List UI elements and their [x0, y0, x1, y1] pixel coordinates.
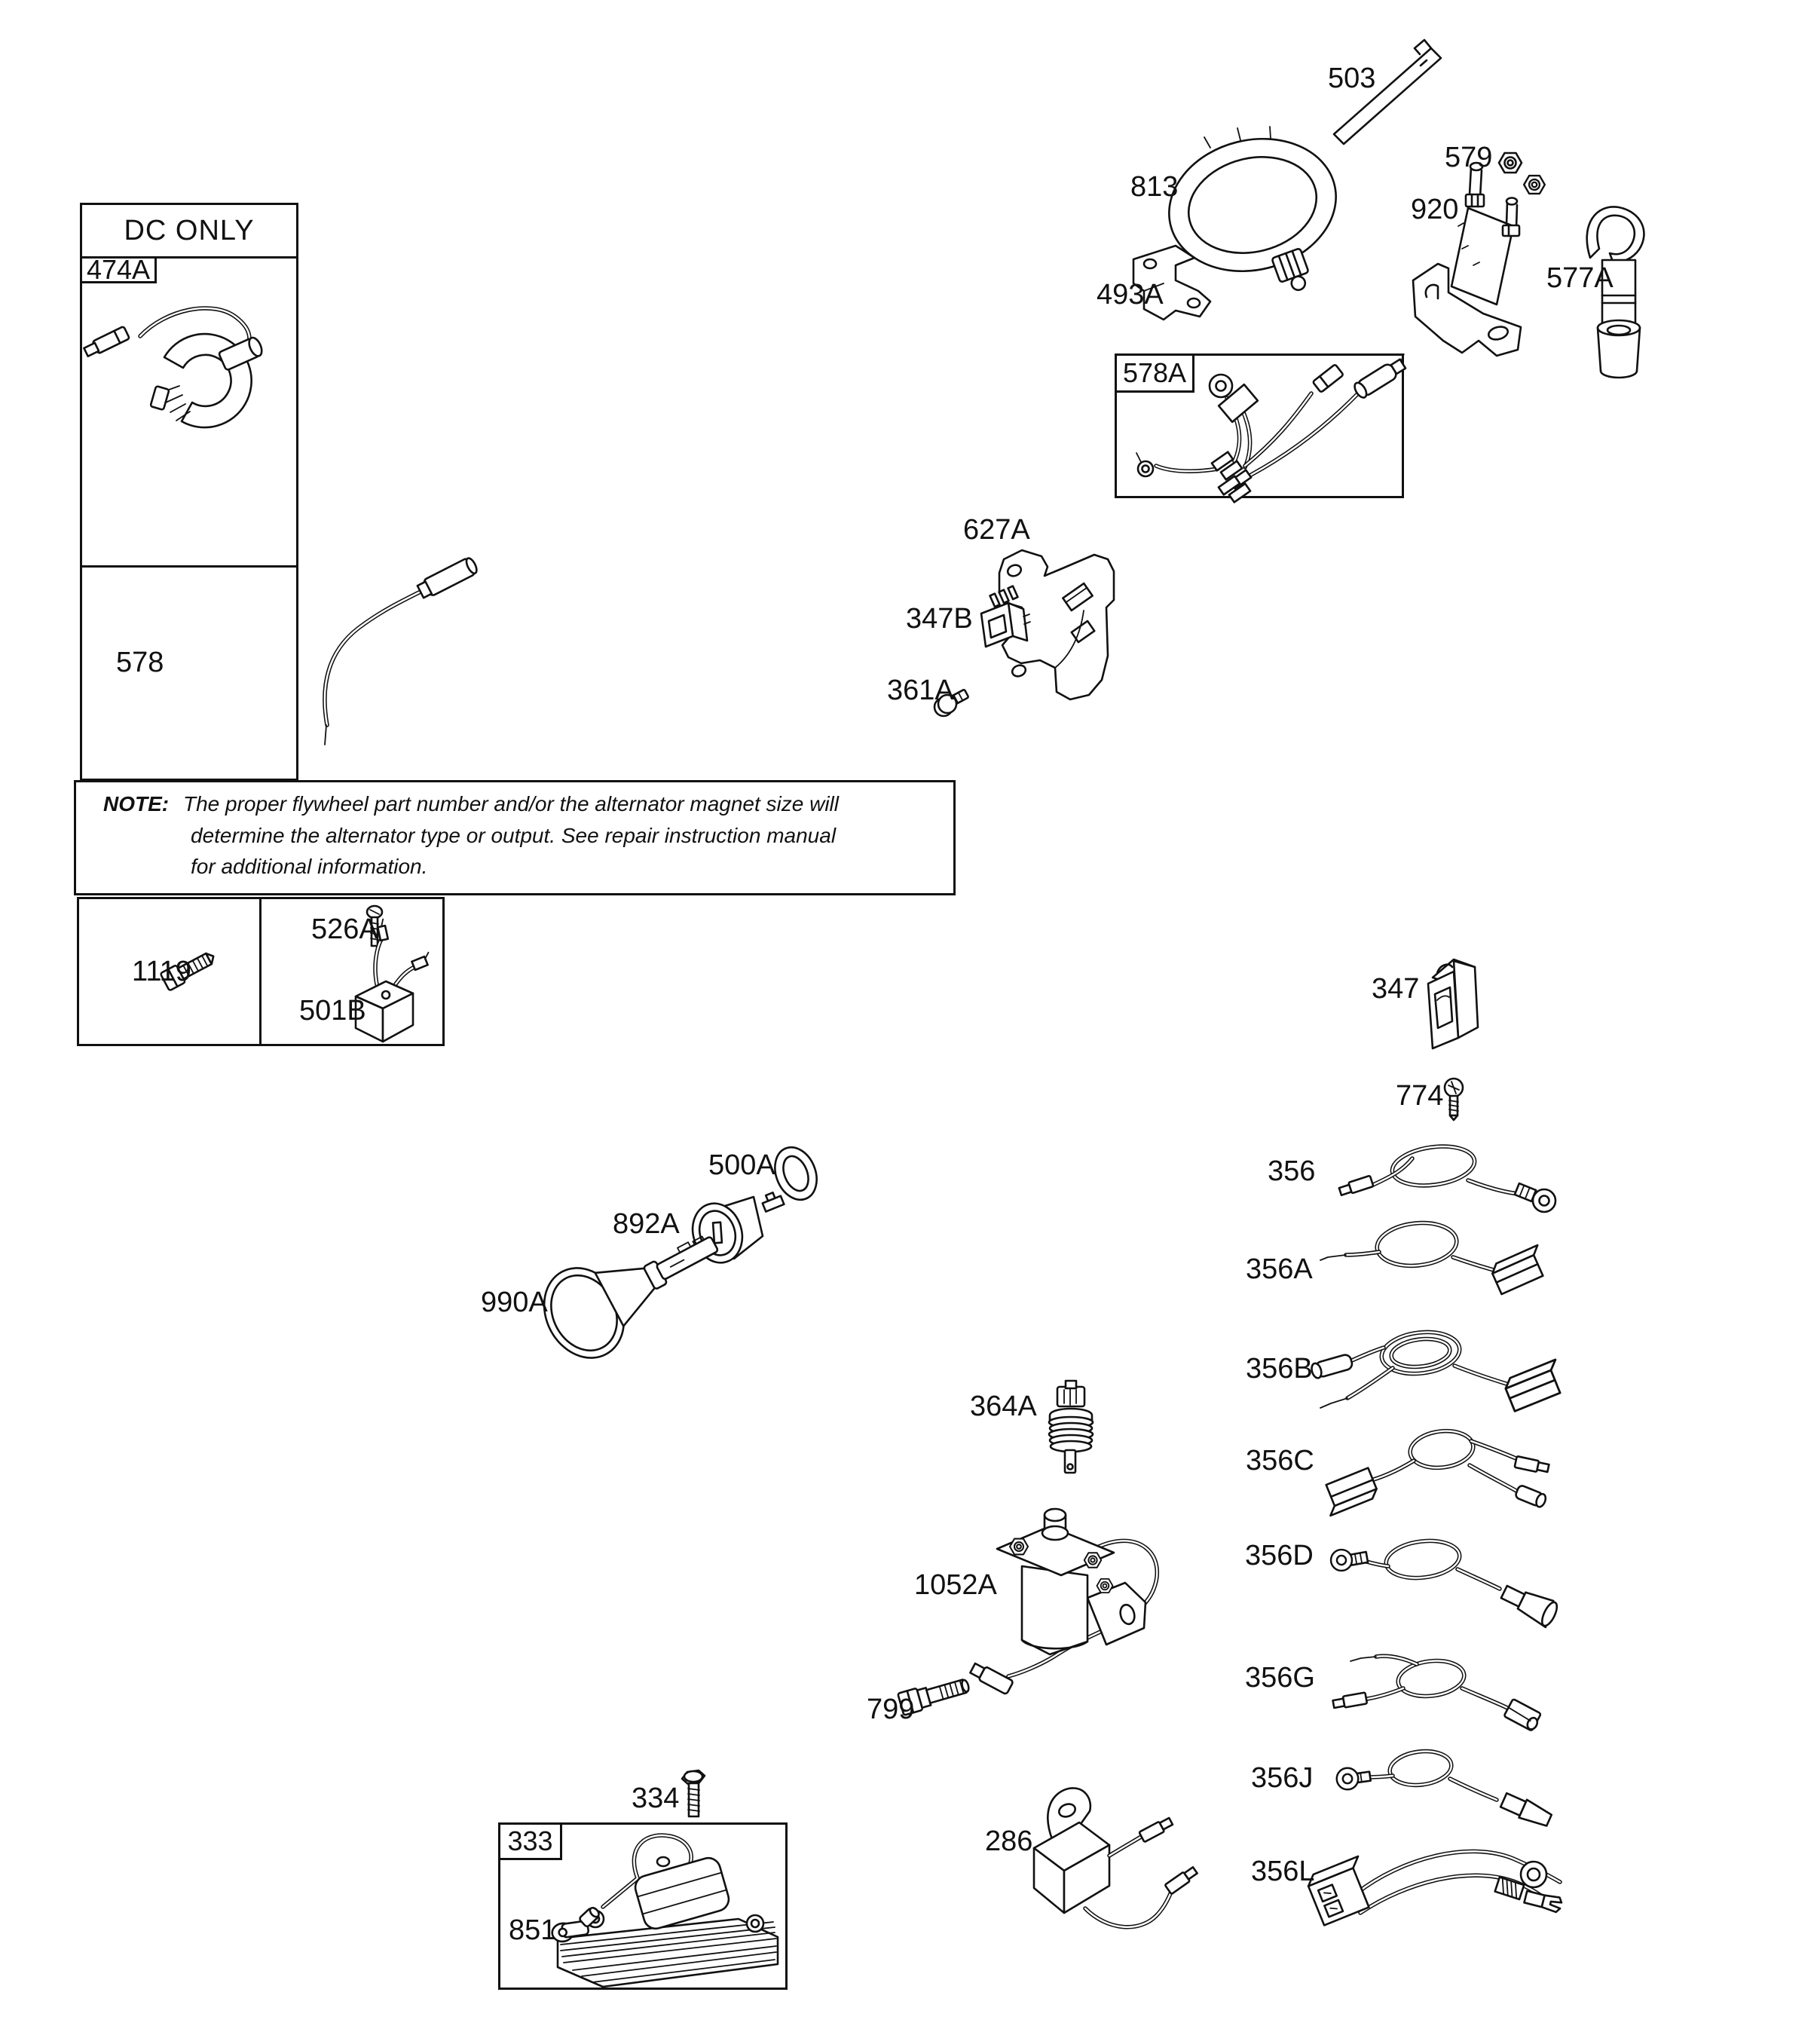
part-label-920: 920	[1411, 194, 1459, 225]
wire-578-drawing	[325, 556, 479, 745]
part-label-364a: 364A	[970, 1391, 1037, 1422]
part-label-500a: 500A	[708, 1149, 775, 1181]
part-label-356l: 356L	[1251, 1856, 1315, 1887]
part-label-334: 334	[632, 1783, 680, 1814]
oil-switch-364a-drawing	[1049, 1381, 1093, 1473]
part-label-347: 347	[1372, 973, 1420, 1005]
solenoid-1052a-drawing	[969, 1509, 1157, 1694]
part-label-493a: 493A	[1097, 279, 1164, 311]
note-line-3: for additional information.	[191, 855, 428, 878]
wire-356c-drawing	[1319, 1428, 1549, 1516]
diode-286-drawing	[1034, 1788, 1198, 1926]
part-label-333: 333	[507, 1825, 553, 1856]
wire-356-drawing	[1338, 1142, 1555, 1212]
wire-356l-drawing	[1305, 1851, 1563, 1925]
part-label-356g: 356G	[1245, 1662, 1315, 1694]
wire-356j-drawing	[1337, 1748, 1553, 1829]
harness-578a-drawing	[1136, 353, 1412, 502]
wire-356g-drawing	[1332, 1656, 1543, 1731]
nuts-579-drawing	[1499, 153, 1545, 194]
screw-774-drawing	[1445, 1079, 1463, 1120]
note-line-1: The proper flywheel part number and/or the alternator magnet size will	[183, 792, 839, 816]
part-label-356d: 356D	[1245, 1540, 1314, 1571]
part-label-286: 286	[985, 1825, 1033, 1857]
wire-356d-drawing	[1331, 1537, 1560, 1629]
part-label-892a: 892A	[613, 1208, 680, 1240]
part-label-774: 774	[1396, 1080, 1444, 1112]
ring-500a-drawing	[767, 1141, 824, 1206]
armature-474a-drawing	[83, 308, 264, 427]
part-label-474a: 474A	[86, 254, 151, 285]
wire-356b-drawing	[1310, 1328, 1568, 1411]
part-label-356j: 356J	[1251, 1762, 1314, 1794]
switch-347-drawing	[1428, 959, 1478, 1048]
part-label-579: 579	[1445, 142, 1493, 173]
part-label-347b: 347B	[906, 603, 973, 635]
part-label-503: 503	[1328, 63, 1376, 94]
part-label-799: 799	[867, 1694, 915, 1725]
part-label-813: 813	[1130, 171, 1179, 203]
note-line-2: determine the alternator type or output. See repair instruction manual	[191, 824, 837, 847]
part-label-356a: 356A	[1246, 1253, 1313, 1285]
part-label-577a: 577A	[1546, 262, 1614, 294]
wire-356a-drawing	[1320, 1219, 1549, 1294]
part-label-356b: 356B	[1246, 1353, 1313, 1385]
part-label-361a: 361A	[887, 675, 954, 706]
part-label-627a: 627A	[963, 514, 1030, 546]
part-label-356: 356	[1268, 1155, 1316, 1187]
part-label-526a: 526A	[311, 913, 378, 945]
part-label-578: 578	[116, 647, 164, 678]
part-label-578a: 578A	[1122, 357, 1187, 388]
part-label-501b: 501B	[299, 995, 366, 1027]
module-920-drawing	[1413, 163, 1521, 356]
bolt-334-drawing	[682, 1770, 705, 1816]
part-label-1052a: 1052A	[914, 1569, 997, 1601]
note-keyword: NOTE:	[103, 792, 170, 816]
part-label-1119: 1119	[132, 956, 191, 987]
part-label-990a: 990A	[481, 1287, 548, 1318]
dc-only-title: DC ONLY	[124, 214, 255, 246]
part-label-851: 851	[509, 1914, 557, 1946]
clamp-813-drawing	[1155, 121, 1350, 295]
part-label-356c: 356C	[1246, 1445, 1314, 1477]
